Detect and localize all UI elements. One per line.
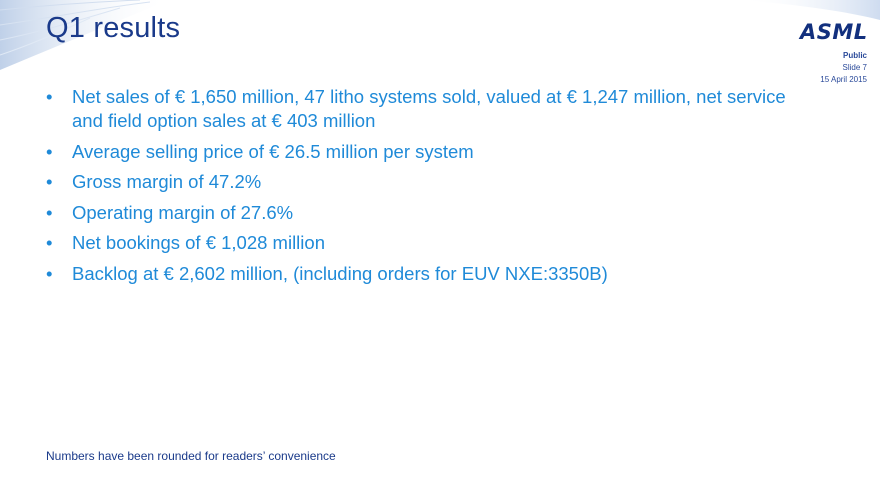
slide-number: Slide 7 — [842, 63, 867, 72]
bullet-marker: • — [46, 262, 53, 284]
classification-label: Public — [842, 51, 867, 60]
bullet-text: Average selling price of € 26.5 million per system — [72, 140, 474, 162]
bullet-marker: • — [46, 201, 53, 223]
slide-date: 15 April 2015 — [820, 75, 867, 84]
bullet-text: Net bookings of € 1,028 million — [72, 232, 325, 253]
results-bullet-list — [46, 85, 786, 292]
bullet-marker: • — [46, 171, 53, 192]
bullet-item — [46, 85, 786, 133]
slide-title: Q1 results — [46, 12, 181, 44]
bullet-item — [46, 231, 786, 255]
bullet-text: Backlog at € 2,602 million, (including orders for EUV NXE:3350B) — [72, 262, 608, 284]
footnote: Numbers have been rounded for readers’ convenience — [46, 449, 336, 463]
bullet-marker: • — [46, 86, 53, 107]
bullet-marker: • — [46, 232, 53, 253]
bullet-marker: • — [46, 140, 53, 162]
bullet-item — [46, 201, 786, 225]
bullet-item — [46, 170, 786, 194]
slide-meta — [820, 50, 867, 86]
bullet-item — [46, 262, 786, 286]
asml-logo: ASML — [800, 20, 868, 44]
bullet-text: Gross margin of 47.2% — [72, 171, 262, 192]
bullet-item — [46, 140, 786, 164]
bullet-text: Net sales of € 1,650 million, 47 litho systems sold, valued at € 1,247 million, net service and field option sales at € 403 million — [72, 86, 786, 131]
bullet-text: Operating margin of 27.6% — [72, 201, 294, 223]
